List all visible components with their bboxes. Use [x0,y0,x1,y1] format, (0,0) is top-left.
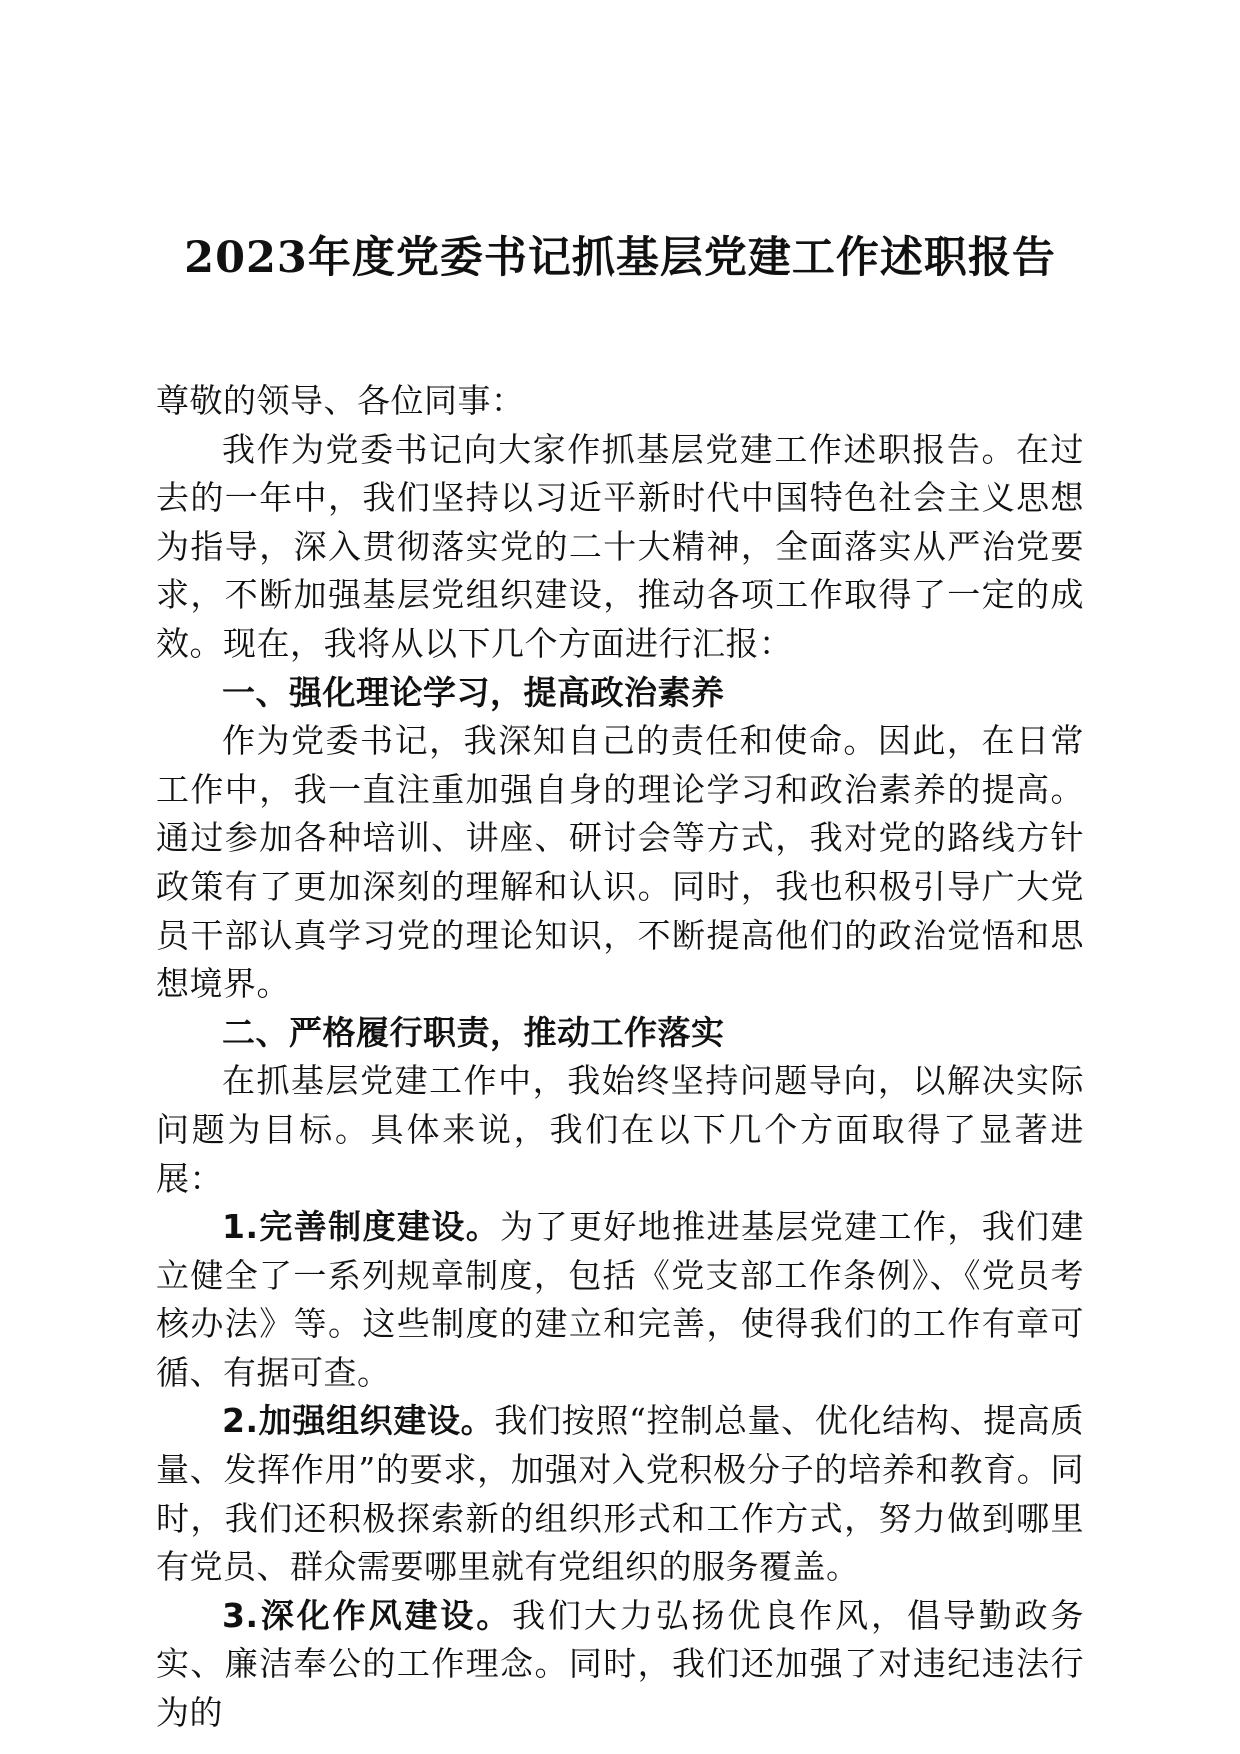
list-item-2 [156,1397,1084,1591]
list-item-2-text: 我们按照“控制总量、优化结构、提高质量、发挥作用”的要求，加强对入党积极分子的培养和教育。同时，我们还积极探索新的组织形式和工作方式，努力做到哪里有党员、群众需要哪里就有党组织的服务覆盖。 [156,1401,1085,1587]
section-heading-1: 一、强化理论学习，提高政治素养 [222,672,725,712]
intro-paragraph: 我作为党委书记向大家作抓基层党建工作述职报告。在过去的一年中，我们坚持以习近平新时代中国特色社会主义思想为指导，深入贯彻落实党的二十大精神，全面落实从严治党要求，不断加强基层党组织建设，推动各项工作取得了一定的成效。现在，我将从以下几个方面进行汇报： [156,429,1084,663]
document-title: 2023年度党委书记抓基层党建工作述职报告 [184,233,1056,283]
list-item-2-lead: 2.加强组织建设。 [222,1401,495,1441]
section-paragraph-1: 作为党委书记，我深知自己的责任和使命。因此，在日常工作中，我一直注重加强自身的理论学习和政治素养的提高。通过参加各种培训、讲座、研讨会等方式，我对党的路线方针政策有了更加深刻的理解和认识。同时，我也积极引导广大党员干部认真学习党的理论知识，不断提高他们的政治觉悟和思想境界。 [156,721,1084,1004]
list-item-3-lead: 3.深化作风建设。 [222,1595,513,1635]
section-heading-2: 二、严格履行职责，推动工作落实 [222,1012,725,1052]
document-body [156,377,1084,1738]
list-item-1 [156,1203,1084,1397]
list-item-1-lead: 1.完善制度建设。 [222,1207,501,1247]
section-paragraph-2: 在抓基层党建工作中，我始终坚持问题导向，以解决实际问题为目标。具体来说，我们在以下几个方面取得了显著进展： [156,1061,1084,1198]
list-item-1-text: 为了更好地推进基层党建工作，我们建立健全了一系列规章制度，包括《党支部工作条例》、《党员考核办法》等。这些制度的建立和完善，使得我们的工作有章可循、有据可查。 [156,1207,1085,1392]
list-item-3 [156,1592,1084,1738]
salutation: 尊敬的领导、各位同事： [156,381,525,420]
list-item-3-text: 我们大力弘扬优良作风，倡导勤政务实、廉洁奉公的工作理念。同时，我们还加强了对违纪违法行为的 [156,1595,1085,1733]
